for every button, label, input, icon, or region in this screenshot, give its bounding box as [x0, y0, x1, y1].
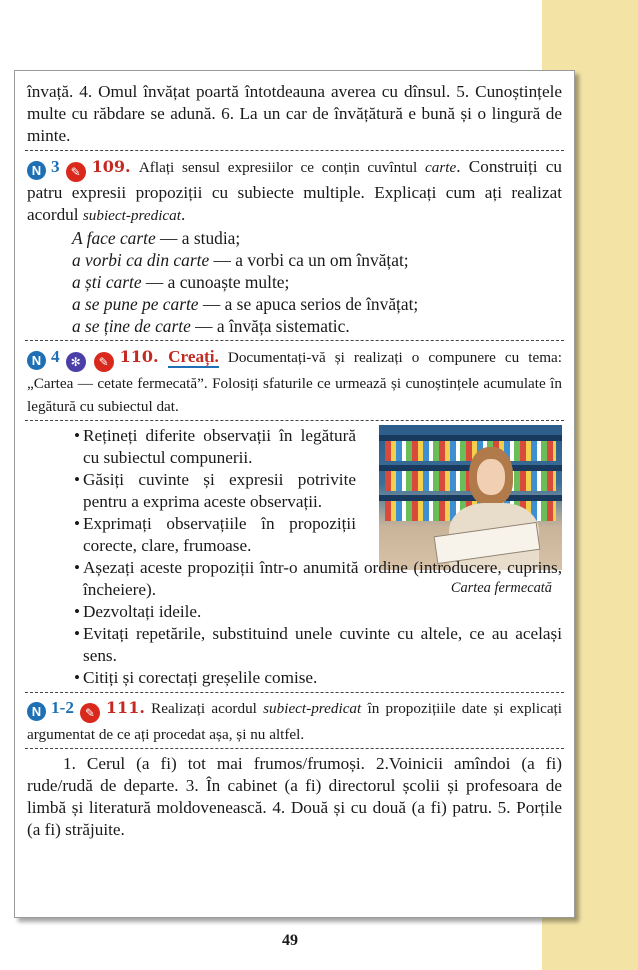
task-text: Aflați sensul expresiilor ce conțin cuvîntul — [138, 159, 425, 176]
exercise-111-task — [27, 697, 562, 746]
composition-tips-list — [27, 425, 562, 689]
expression-meaning: — a învăța sistematic. — [190, 316, 350, 336]
task-text: în propozițiile date și explicați argumentat de ce ați procedat așa, și nu altfel. — [27, 700, 562, 743]
expression-line — [72, 249, 562, 271]
expression-phrase: a se ține de carte — [72, 316, 191, 336]
exercise-number: 110. — [119, 347, 159, 366]
expression-meaning: — a se apuca serios de învățat; — [198, 294, 419, 314]
task-text: Documentați-vă și realizați o compunere cu tema: „Cartea — cetate fermecată”. Folosiți sfaturile ce urmează și cunoștințele acumulate în legătură cu subiectul dat. — [27, 349, 563, 415]
dashed-separator — [25, 150, 564, 151]
n-badge-icon: N — [27, 161, 46, 180]
expressions-list — [27, 227, 562, 337]
exercise-number: 109. — [91, 157, 131, 176]
expression-meaning: — a studia; — [155, 228, 241, 248]
exercise-109-task — [27, 156, 562, 227]
expression-meaning: — a vorbi ca un om învățat; — [209, 250, 409, 270]
pencil-icon: ✎ — [94, 352, 114, 372]
intro-paragraph: învață. 4. Omul învățat poartă întotdeauna averea cu dînsul. 5. Cunoștințele multe cu răbdare se adună. 6. La un car de învățătură e bună și o lingură de minte. — [27, 82, 562, 145]
expression-line — [72, 271, 562, 293]
page-number: 49 — [282, 932, 298, 949]
exercise-number: 111. — [105, 698, 145, 717]
tip-item: • Exprimați observațiile în propoziții corecte, clare, frumoase. — [83, 513, 562, 557]
expression-phrase: A face carte — [72, 228, 156, 248]
tip-item: • Rețineți diferite observații în legătură cu subiectul compunerii. — [83, 425, 562, 469]
expression-phrase: a se pune pe carte — [72, 294, 199, 314]
task-text: Realizați acordul — [144, 700, 264, 717]
brain-icon: ✻ — [66, 352, 86, 372]
task-italic-word: carte — [424, 159, 457, 176]
n-badge-icon: N — [27, 702, 46, 721]
tip-item: • Așezați aceste propoziții într-o anumită ordine (introducere, cuprins, încheiere). — [83, 557, 562, 601]
pencil-icon: ✎ — [80, 703, 100, 723]
difficulty-level: 4 — [51, 347, 60, 366]
tip-item: • Evitați repetările, substituind unele cuvinte cu altele, ce au același sens. — [83, 623, 562, 667]
task-text: . Construiți cu patru expresii propoziții cu subiecte multiple. Explicați cum ați realizat acordul — [27, 157, 563, 224]
task-text-end: . — [180, 205, 186, 224]
expression-line — [72, 227, 562, 249]
expression-phrase: a vorbi ca din carte — [72, 250, 210, 270]
task-italic-term: subiect-predicat — [82, 207, 181, 224]
tip-item: • Citiți și corectați greșelile comise. — [83, 667, 562, 689]
dashed-separator — [25, 420, 564, 421]
pencil-icon: ✎ — [66, 162, 86, 182]
n-badge-icon: N — [27, 351, 46, 370]
dashed-separator — [25, 340, 564, 341]
expression-line — [72, 293, 562, 315]
textbook-content-box — [14, 70, 575, 918]
create-keyword: Creați. — [168, 347, 219, 366]
exercise-110-task — [27, 346, 562, 418]
difficulty-level: 1-2 — [51, 698, 74, 717]
dashed-separator — [25, 692, 564, 693]
exercise-111-sentences: 1. Cerul (a fi) tot mai frumos/frumoși. 2.Voinicii amîndoi (a fi) rude/rudă de departe. 3. În cabinet (a fi) directorul școlii și profesoara de limbă și literatură moldovenească. 4. Două și cu două (a fi) patru. 5. Porțile (a fi) străjuite. — [27, 754, 562, 839]
difficulty-level: 3 — [51, 157, 60, 176]
expression-meaning: — a cunoaște multe; — [141, 272, 290, 292]
tip-item: • Dezvoltați ideile. — [83, 601, 562, 623]
tips-section — [27, 425, 562, 689]
dashed-separator — [25, 748, 564, 749]
tip-item: • Găsiți cuvinte și expresii potrivite pentru a exprima aceste observații. — [83, 469, 562, 513]
photo-caption: Cartea fermecată — [450, 580, 552, 596]
task-italic-term: subiect-predicat — [263, 700, 362, 717]
expression-phrase: a ști carte — [72, 272, 142, 292]
expression-line — [72, 315, 562, 337]
